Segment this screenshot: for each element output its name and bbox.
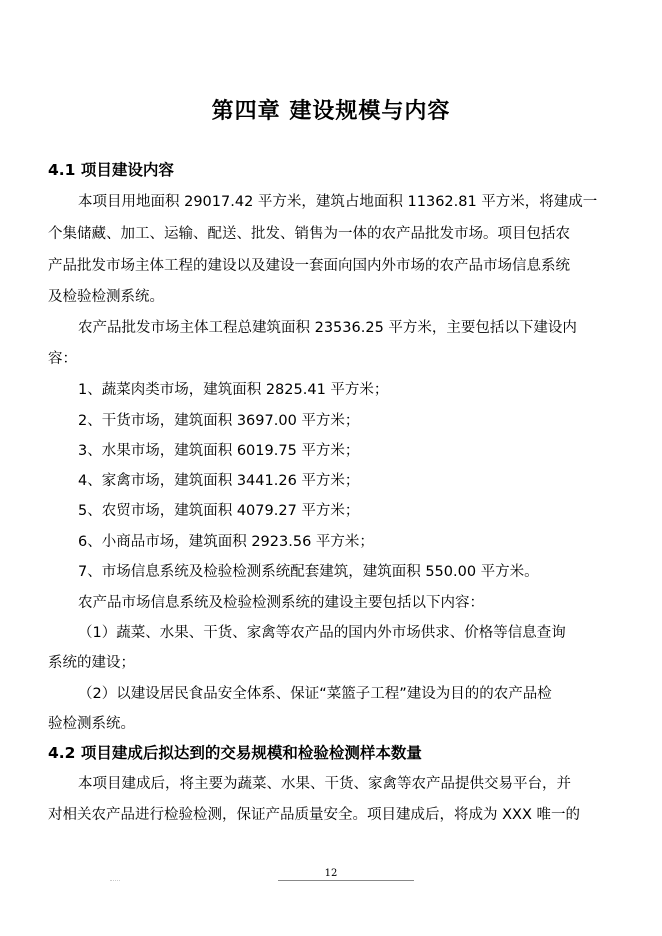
paragraph-line: 产品批发市场主体工程的建设以及建设一套面向国内外市场的农产品市场信息系统	[48, 258, 570, 274]
paragraph-line: 系统的建设；	[48, 655, 135, 671]
page-number: 12	[324, 868, 338, 879]
list-item: 5、农贸市场，建筑面积 4079.27 平方米；	[78, 503, 360, 519]
paragraph-line: 农产品市场信息系统及检验检测系统的建设主要包括以下内容：	[78, 595, 484, 611]
section-heading-4-1: 4.1 项目建设内容	[48, 161, 174, 179]
list-item: 3、水果市场，建筑面积 6019.75 平方米；	[78, 443, 360, 459]
paragraph-line: （1）蔬菜、水果、干货、家禽等农产品的国内外市场供求、价格等信息查询	[78, 625, 566, 641]
scan-artifact	[110, 880, 120, 881]
paragraph-line: 对相关农产品进行检验检测，保证产品质量安全。项目建成后，将成为 XXX 唯一的	[48, 807, 581, 823]
paragraph-line: 本项目建成后，将主要为蔬菜、水果、干货、家禽等农产品提供交易平台，并	[78, 776, 571, 792]
paragraph-line: 容：	[48, 351, 77, 367]
list-item: 7、市场信息系统及检验检测系统配套建筑，建筑面积 550.00 平方米。	[78, 564, 539, 580]
paragraph-line: （2）以建设居民食品安全体系、保证“菜篮子工程”建设为目的的农产品检	[78, 686, 552, 702]
chapter-title: 第四章 建设规模与内容	[211, 98, 451, 124]
list-item: 4、家禽市场，建筑面积 3441.26 平方米；	[78, 473, 360, 489]
paragraph-line: 农产品批发市场主体工程总建筑面积 23536.25 平方米，主要包括以下建设内	[78, 320, 577, 336]
paragraph-line: 验检测系统。	[48, 716, 135, 732]
list-item: 2、干货市场，建筑面积 3697.00 平方米；	[78, 413, 360, 429]
list-item: 6、小商品市场，建筑面积 2923.56 平方米；	[78, 534, 374, 550]
paragraph-line: 本项目用地面积 29017.42 平方米，建筑占地面积 11362.81 平方米，将建成一	[78, 194, 598, 210]
paragraph-line: 及检验检测系统。	[48, 289, 164, 305]
section-heading-4-2: 4.2 项目建成后拟达到的交易规模和检验检测样本数量	[48, 744, 422, 762]
paragraph-line: 个集储藏、加工、运输、配送、批发、销售为一体的农产品批发市场。项目包括农	[48, 226, 570, 242]
list-item: 1、蔬菜肉类市场，建筑面积 2825.41 平方米；	[78, 382, 389, 398]
footer-rule	[278, 880, 414, 881]
